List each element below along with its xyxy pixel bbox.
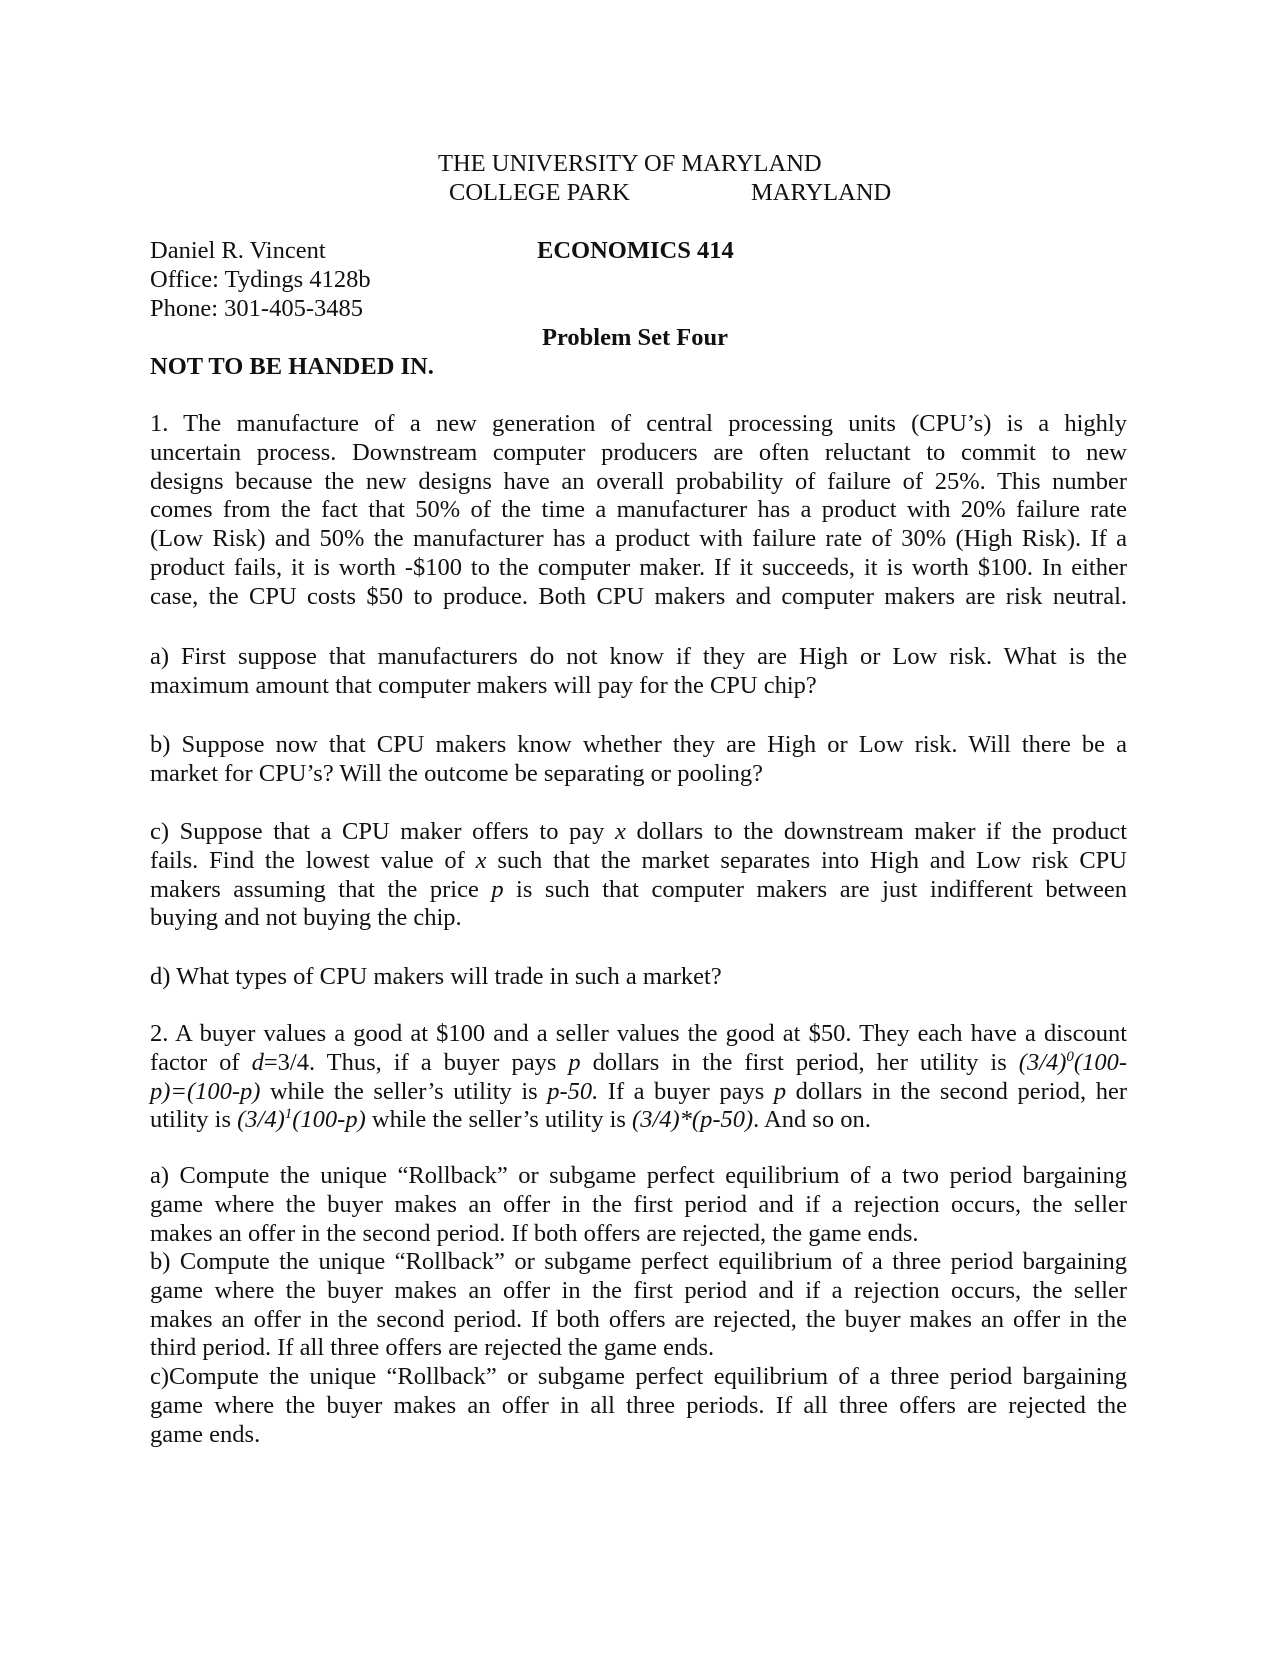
state-name: MARYLAND [751, 179, 892, 206]
question-2b [150, 1248, 1127, 1363]
text-line: game where the buyer makes an offer in the first period and if a rejection occurs, the seller [150, 1190, 1127, 1218]
instructor-phone: Phone: 301-405-3485 [150, 295, 363, 322]
text-line: uncertain process. Downstream computer producers are often reluctant to commit to new [150, 438, 1127, 466]
text-line: c) Suppose that a CPU maker offers to pay x dollars to the downstream maker if the product [150, 818, 1127, 845]
problem-set-title: Problem Set Four [542, 324, 728, 351]
text-line: c)Compute the unique “Rollback” or subgame perfect equilibrium of a three period bargaining [150, 1363, 1127, 1390]
text-line: a) Compute the unique “Rollback” or subgame perfect equilibrium of a two period bargaining [150, 1162, 1127, 1189]
question-2c [150, 1363, 1127, 1449]
university-name: THE UNIVERSITY OF MARYLAND [438, 150, 822, 177]
question-2a [150, 1162, 1127, 1248]
question-1c [150, 818, 1127, 933]
text-line: game where the buyer makes an offer in all three periods. If all three offers are rejected the [150, 1391, 1127, 1419]
text-line: a) First suppose that manufacturers do not know if they are High or Low risk. What is the [150, 643, 1127, 670]
text-line: market for CPU’s? Will the outcome be separating or pooling? [150, 759, 763, 787]
text-line: makes an offer in the second period. If both offers are rejected, the game ends. [150, 1219, 919, 1247]
text-line: 1. The manufacture of a new generation of central processing units (CPU’s) is a highly [150, 410, 1127, 437]
text-line: comes from the fact that 50% of the time a manufacturer has a product with 20% failure rate [150, 496, 1127, 524]
question-2-intro [150, 1020, 1127, 1135]
text-line: factor of d=3/4. Thus, if a buyer pays p dollars in the first period, her utility is $(3/4)^0(100-$ [150, 1048, 1127, 1076]
instructor-office: Office: Tydings 4128b [150, 266, 371, 293]
text-line: third period. If all three offers are rejected the game ends. [150, 1334, 715, 1362]
question-1b [150, 731, 1127, 789]
text-line: utility is $(3/4)^1(100-p)$ while the seller’s utility is (3/4)*(p-50). And so on. [150, 1106, 871, 1134]
text-line: maximum amount that computer makers will pay for the CPU chip? [150, 671, 817, 699]
question-1d: d) What types of CPU makers will trade in such a market? [150, 963, 722, 990]
text-line: buying and not buying the chip. [150, 904, 462, 932]
text-line: game ends. [150, 1420, 261, 1448]
campus-name: COLLEGE PARK [449, 179, 630, 206]
text-line: designs because the new designs have an overall probability of failure of 25%. This number [150, 467, 1127, 495]
text-line: fails. Find the lowest value of x such that the market separates into High and Low risk CPU [150, 846, 1128, 874]
question-1a [150, 643, 1127, 701]
text-line: (Low Risk) and 50% the manufacturer has a product with failure rate of 30% (High Risk). If a [150, 525, 1127, 553]
instructor-name: Daniel R. Vincent [150, 237, 326, 264]
not-handed-in-notice: NOT TO BE HANDED IN. [150, 353, 434, 380]
text-line: product fails, it is worth -$100 to the computer maker. If it succeeds, it is worth $100. In either [150, 553, 1127, 581]
text-line: makers assuming that the price p is such that computer makers are just indifferent between [150, 875, 1127, 903]
text-line: b) Suppose now that CPU makers know whether they are High or Low risk. Will there be a [150, 731, 1127, 758]
text-line: b) Compute the unique “Rollback” or subgame perfect equilibrium of a three period bargaining [150, 1248, 1127, 1275]
text-line: makes an offer in the second period. If both offers are rejected, the buyer makes an offer in the [150, 1305, 1127, 1333]
text-line: game where the buyer makes an offer in the first period and if a rejection occurs, the seller [150, 1276, 1127, 1304]
text-line: 2. A buyer values a good at $100 and a seller values the good at $50. They each have a discount [150, 1020, 1127, 1047]
text-line: case, the CPU costs $50 to produce. Both CPU makers and computer makers are risk neutral. [150, 582, 1127, 610]
question-1-intro [150, 410, 1127, 612]
text-line: p)=(100-p) while the seller’s utility is p-50. If a buyer pays p dollars in the second period, her [150, 1077, 1128, 1105]
course-title: ECONOMICS 414 [537, 237, 734, 264]
